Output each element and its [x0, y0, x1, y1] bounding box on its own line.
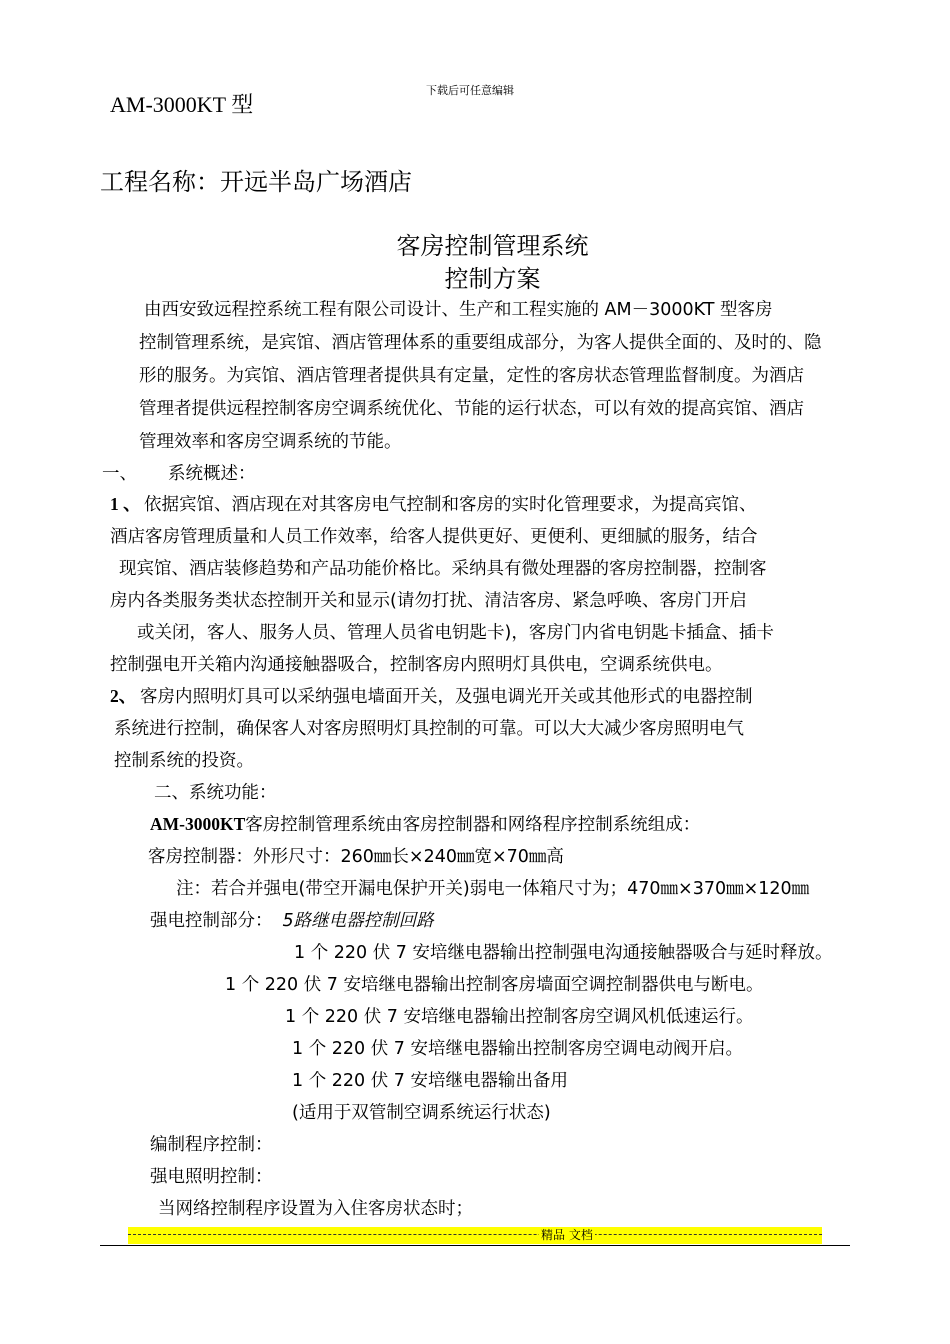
model-heading: AM-3000KT 型: [110, 92, 254, 117]
document-subtitle: 控制方案: [444, 265, 541, 293]
relay-line: 1 个 220 伏 7 安培继电器输出控制客房墙面空调控制器供电与断电。: [225, 975, 764, 995]
item1-line: 控制强电开关箱内沟通接触器吸合，控制客房内照明灯具供电，空调系统供电。: [110, 655, 723, 675]
controller-label: 客房控制器：: [148, 847, 253, 867]
project-name: 工程名称：开远半岛广场酒店: [100, 168, 412, 196]
composition-line: [150, 811, 700, 836]
intro-line: 控制管理系统，是宾馆、酒店管理体系的重要组成部分，为客人提供全面的、及时的、隐: [139, 333, 822, 353]
composition-text: 客房控制管理系统由客房控制器和网络程序控制系统组成：: [245, 815, 701, 835]
power-control-value: 5路继电器控制回路: [282, 911, 434, 931]
intro-line: 由西安致远程控系统工程有限公司设计、生产和工程实施的 AM－3000KT 型客房: [144, 300, 773, 320]
item1-line: 现宾馆、酒店装修趋势和产品功能价格比。采纳具有微处理器的客房控制器，控制客: [119, 559, 767, 579]
item1-line: 酒店客房管理质量和人员工作效率，给客人提供更好、更便利、更细腻的服务，结合: [110, 527, 758, 547]
controller-line: [148, 843, 564, 868]
relay-line: 1 个 220 伏 7 安培继电器输出备用: [292, 1071, 568, 1091]
footer-highlight-bar: [128, 1227, 822, 1244]
section1-number: 一、: [102, 464, 137, 484]
intro-line: 形的服务。为宾馆、酒店管理者提供具有定量，定性的客房状态管理监督制度。为酒店: [139, 366, 804, 386]
item2-line: 控制系统的投资。: [114, 751, 254, 771]
item1-line: 房内各类服务类状态控制开关和显示(请勿打扰、清洁客房、紧急呼唤、客房门开启: [110, 591, 747, 611]
intro-line: 管理效率和客房空调系统的节能。: [139, 432, 402, 452]
item1-line: 或关闭，客人、服务人员、管理人员省电钥匙卡)，客房门内省电钥匙卡插盒、插卡: [137, 623, 774, 643]
item1-line: 依据宾馆、酒店现在对其客房电气控制和客房的实时化管理要求，为提高宾馆、: [144, 495, 757, 515]
section2-heading: 二、系统功能：: [154, 783, 277, 803]
item2-line: 客房内照明灯具可以采纳强电墙面开关，及强电调光开关或其他形式的电器控制: [140, 687, 753, 707]
program-control-label: 编制程序控制：: [150, 1135, 273, 1155]
download-watermark: 下载后可任意编辑: [426, 84, 514, 97]
footer-dashed-line: [128, 1234, 822, 1235]
item1-number: 1 、: [110, 494, 141, 514]
controller-size: 外形尺寸：260㎜长×240㎜宽×70㎜高: [253, 847, 564, 867]
lighting-control-label: 强电照明控制：: [150, 1167, 273, 1187]
section1-heading: 系统概述：: [168, 464, 256, 484]
bottom-divider: [100, 1245, 850, 1246]
document-title: 客房控制管理系统: [396, 232, 589, 260]
relay-line: 1 个 220 伏 7 安培继电器输出控制客房空调风机低速运行。: [285, 1007, 754, 1027]
size-note: 注：若合并强电(带空开漏电保护开关)弱电一体箱尺寸为；470㎜×370㎜×120㎜: [176, 879, 810, 899]
relay-line: 1 个 220 伏 7 安培继电器输出控制客房空调电动阀开启。: [292, 1039, 743, 1059]
item2-line: 系统进行控制，确保客人对客房照明灯具控制的可靠。可以大大减少客房照明电气: [114, 719, 744, 739]
relay-line: 1 个 220 伏 7 安培继电器输出控制强电沟通接触器吸合与延时释放。: [294, 943, 833, 963]
power-control-line: [150, 907, 434, 932]
checkin-state-text: 当网络控制程序设置为入住客房状态时；: [158, 1199, 473, 1219]
composition-model: AM-3000KT: [150, 814, 246, 834]
relay-note: (适用于双管制空调系统运行状态): [292, 1103, 551, 1123]
footer-label: 精品 文档: [541, 1228, 593, 1242]
power-control-label: 强电控制部分：: [150, 911, 273, 931]
item2-number: 2、: [110, 686, 137, 706]
intro-line: 管理者提供远程控制客房空调系统优化、节能的运行状态，可以有效的提高宾馆、酒店: [139, 399, 804, 419]
